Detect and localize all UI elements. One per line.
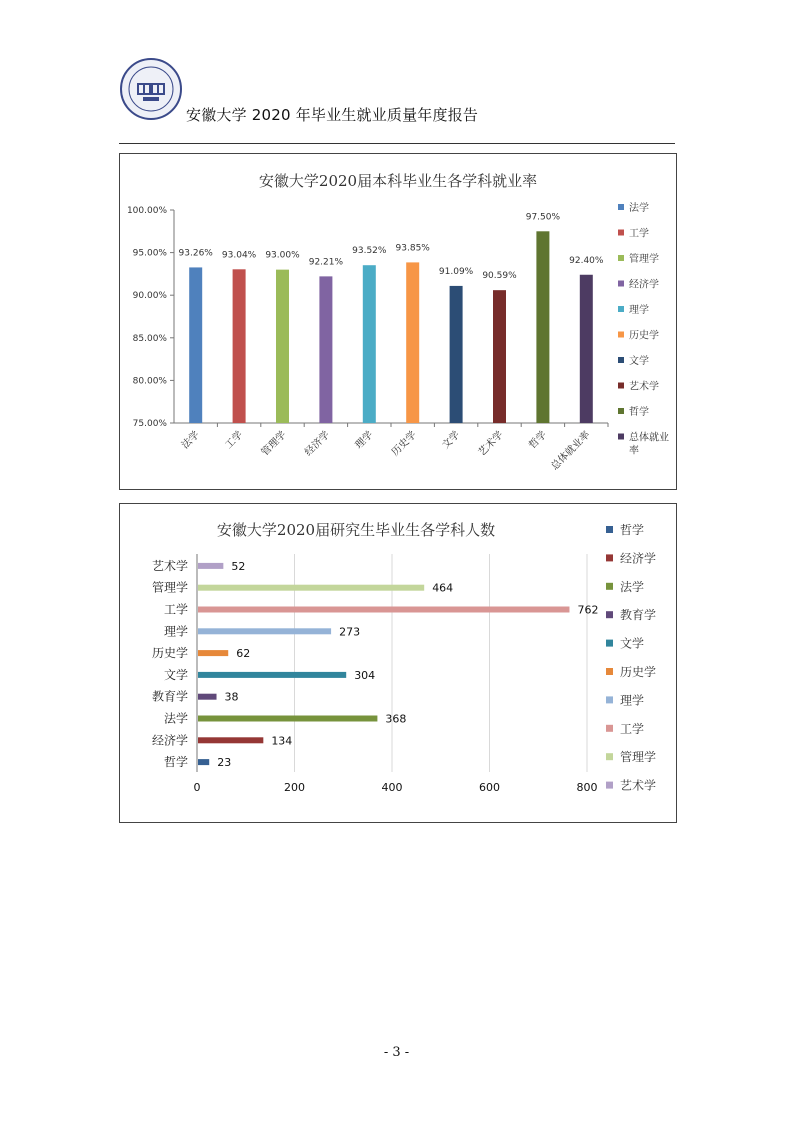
bar-value-label: 90.59% bbox=[482, 271, 517, 282]
legend-label: 理学 bbox=[629, 305, 649, 316]
bar bbox=[580, 275, 593, 423]
y-tick-label: 理学 bbox=[163, 624, 188, 639]
y-tick-label: 100.00% bbox=[126, 206, 167, 216]
bar bbox=[319, 276, 332, 423]
undergrad-employment-chart-svg bbox=[120, 154, 676, 489]
legend-swatch bbox=[618, 434, 624, 440]
bar bbox=[198, 563, 223, 569]
bar bbox=[276, 270, 289, 423]
chart-title: 安徽大学2020届研究生毕业生各学科人数 bbox=[216, 521, 496, 539]
bar bbox=[198, 759, 209, 765]
x-tick-label: 理学 bbox=[353, 429, 376, 452]
bar-value-label: 92.40% bbox=[569, 255, 604, 266]
bar-value-label: 93.26% bbox=[178, 248, 213, 259]
legend-swatch bbox=[618, 306, 624, 312]
bar bbox=[363, 265, 376, 423]
legend-swatch bbox=[618, 332, 624, 338]
bar bbox=[406, 262, 419, 423]
bar-value-label: 91.09% bbox=[438, 266, 474, 277]
y-tick-label: 管理学 bbox=[151, 580, 188, 595]
report-title: 安徽大学 2020 年毕业生就业质量年度报告 bbox=[186, 106, 479, 124]
x-tick-label: 经济学 bbox=[303, 429, 333, 459]
legend-label: 哲学 bbox=[629, 407, 649, 418]
legend-swatch bbox=[618, 255, 624, 261]
x-tick-label: 管理学 bbox=[259, 429, 289, 459]
chart-title: 安徽大学2020届本科毕业生各学科就业率 bbox=[258, 172, 538, 190]
bar-value-label: 304 bbox=[354, 668, 376, 682]
y-tick-label: 工学 bbox=[163, 602, 188, 617]
legend-swatch bbox=[606, 611, 613, 618]
legend-label: 法学 bbox=[629, 203, 649, 214]
bar bbox=[189, 267, 202, 423]
bar bbox=[233, 269, 246, 423]
bar-value-label: 38 bbox=[224, 690, 239, 704]
y-tick-label: 90.00% bbox=[132, 291, 167, 302]
header-divider bbox=[119, 143, 675, 144]
y-tick-label: 历史学 bbox=[151, 646, 188, 661]
legend-label: 经济学 bbox=[629, 279, 659, 291]
legend-label: 经济学 bbox=[620, 551, 657, 566]
legend-label: 管理学 bbox=[620, 750, 657, 765]
x-tick-label: 哲学 bbox=[527, 429, 550, 452]
bar bbox=[198, 585, 424, 591]
legend-swatch bbox=[606, 725, 613, 732]
legend-label: 管理学 bbox=[629, 254, 659, 265]
legend-swatch bbox=[606, 640, 613, 647]
bar-value-label: 93.85% bbox=[395, 243, 430, 254]
legend-swatch bbox=[606, 668, 613, 675]
bar bbox=[198, 716, 377, 722]
bar bbox=[450, 286, 463, 423]
legend-swatch bbox=[606, 526, 613, 533]
y-tick-label: 85.00% bbox=[132, 333, 167, 344]
y-tick-label: 80.00% bbox=[132, 376, 167, 387]
legend-label: 哲学 bbox=[620, 523, 645, 537]
bar-value-label: 23 bbox=[217, 756, 232, 770]
bar-value-label: 762 bbox=[577, 603, 599, 617]
legend-swatch bbox=[618, 383, 624, 389]
legend-label: 法学 bbox=[620, 579, 645, 594]
x-tick-label: 总体就业率 bbox=[549, 429, 593, 473]
bar bbox=[198, 737, 263, 743]
x-tick-label: 历史学 bbox=[389, 429, 419, 459]
x-tick-label: 800 bbox=[576, 781, 598, 794]
x-tick-label: 600 bbox=[479, 781, 500, 794]
y-tick-label: 法学 bbox=[163, 711, 188, 726]
legend-swatch bbox=[606, 554, 613, 561]
bar-value-label: 92.21% bbox=[308, 257, 344, 268]
university-logo bbox=[119, 57, 183, 121]
bar bbox=[536, 231, 549, 423]
y-tick-label: 哲学 bbox=[163, 755, 188, 770]
y-tick-label: 教育学 bbox=[151, 689, 188, 704]
bar-value-label: 273 bbox=[339, 625, 361, 639]
bar bbox=[198, 650, 228, 656]
legend-swatch bbox=[618, 357, 624, 363]
page-number: - 3 - bbox=[383, 1045, 410, 1060]
bar bbox=[198, 672, 346, 678]
legend-swatch bbox=[618, 204, 624, 210]
bar bbox=[493, 290, 506, 423]
y-tick-label: 经济学 bbox=[151, 733, 188, 748]
bar bbox=[198, 628, 331, 634]
x-tick-label: 200 bbox=[284, 781, 305, 794]
legend-label: 工学 bbox=[620, 721, 645, 736]
bar-value-label: 464 bbox=[432, 581, 454, 595]
undergrad-employment-chart bbox=[119, 153, 677, 490]
bar-value-label: 93.00% bbox=[265, 250, 300, 261]
x-tick-label: 艺术学 bbox=[476, 429, 506, 459]
legend-label: 总体就业 bbox=[629, 432, 669, 444]
graduate-count-chart bbox=[119, 503, 677, 823]
legend-label: 艺术学 bbox=[629, 381, 659, 393]
bar-value-label: 368 bbox=[385, 712, 407, 726]
graduate-count-chart-svg bbox=[120, 504, 676, 822]
bar-value-label: 52 bbox=[231, 559, 246, 573]
bar-value-label: 62 bbox=[236, 647, 251, 661]
legend-label: 率 bbox=[629, 445, 639, 457]
legend-label: 文学 bbox=[620, 636, 645, 651]
legend-label: 艺术学 bbox=[620, 778, 657, 793]
legend-label: 理学 bbox=[620, 693, 645, 708]
y-tick-label: 75.00% bbox=[132, 419, 167, 429]
bar-value-label: 93.52% bbox=[352, 246, 387, 257]
bar bbox=[198, 694, 217, 700]
x-tick-label: 工学 bbox=[223, 429, 246, 452]
legend-swatch bbox=[606, 583, 613, 590]
legend-label: 文学 bbox=[629, 356, 649, 367]
legend-label: 历史学 bbox=[620, 665, 657, 679]
legend-label: 教育学 bbox=[620, 608, 657, 623]
bar-value-label: 97.50% bbox=[525, 212, 561, 223]
y-tick-label: 95.00% bbox=[132, 248, 167, 259]
y-tick-label: 文学 bbox=[163, 667, 188, 682]
x-tick-label: 法学 bbox=[179, 429, 202, 452]
legend-swatch bbox=[606, 753, 613, 760]
legend-label: 工学 bbox=[629, 228, 649, 240]
legend-label: 历史学 bbox=[629, 330, 659, 342]
x-tick-label: 文学 bbox=[440, 429, 463, 452]
y-tick-label: 艺术学 bbox=[151, 558, 188, 573]
legend-swatch bbox=[606, 782, 613, 789]
legend-swatch bbox=[618, 230, 624, 236]
bar-value-label: 134 bbox=[271, 734, 293, 748]
legend-swatch bbox=[618, 408, 624, 414]
x-tick-label: 0 bbox=[193, 781, 201, 794]
bar-value-label: 93.04% bbox=[221, 250, 257, 261]
legend-swatch bbox=[618, 281, 624, 287]
x-tick-label: 400 bbox=[381, 781, 403, 794]
legend-swatch bbox=[606, 696, 613, 703]
bar bbox=[198, 607, 569, 613]
